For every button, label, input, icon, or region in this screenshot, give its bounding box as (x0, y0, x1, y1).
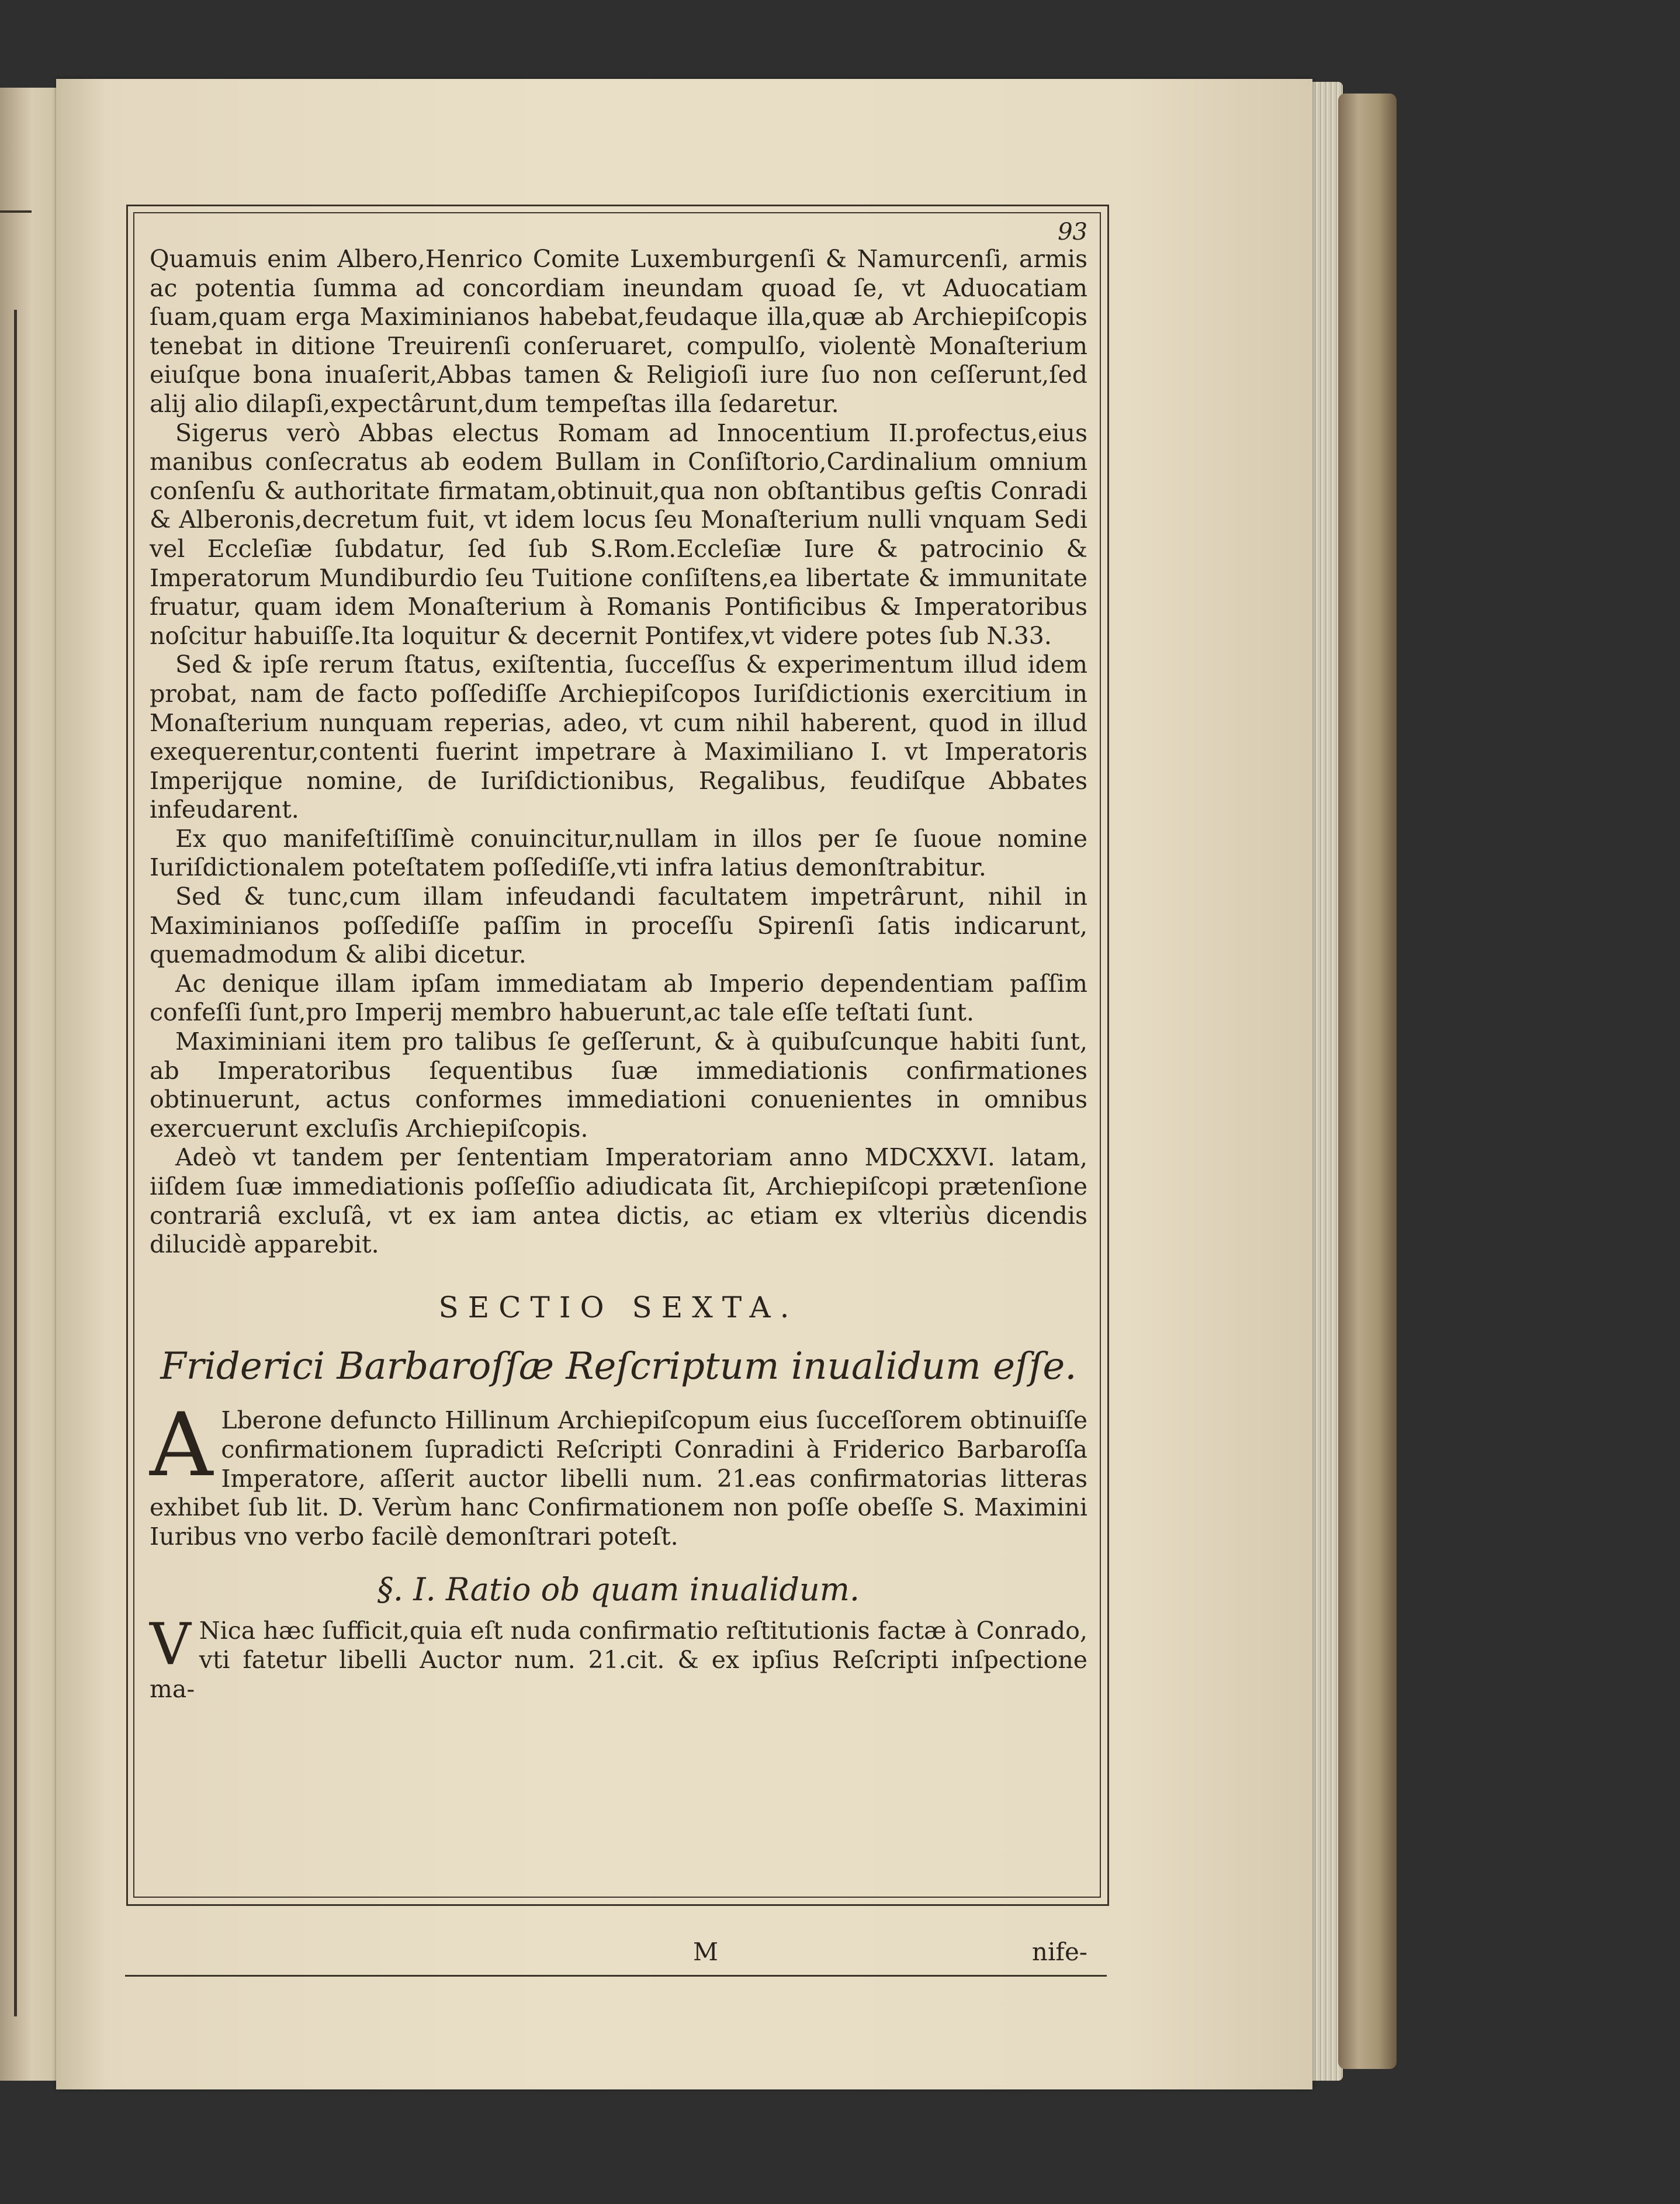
paragraph-5: Sed & tunc,cum illam infeudandi facultatem impetrârunt, nihil in Maximinianos poſſediſſe paſſim in proceſſu Spirenſi ſatis indicarunt, quemadmodum & alibi dicetur. (150, 883, 1087, 969)
section-first-paragraph-text: Lberone defuncto Hillinum Archiepiſcopum eius ſucceſſorem obtinuiſſe confirmationem ſupradicti Reſcripti Conradini à Friderico Barbaroſſa Imperatore, aſſerit auctor libelli num. 21.eas confirmatorias litteras exhibet ſub lit. D. Verùm hanc Confirmationem non poſſe obeſſe S. Maximini Iuribus vno verbo facilè demonſtrari poteſt. (150, 1406, 1087, 1551)
paragraph-6: Ac denique illam ipſam immediatam ab Imperio dependentiam paſſim confeſſi ſunt,pro Imperij membro habuerunt,ac tale eſſe teſtati ſunt. (150, 969, 1087, 1027)
section-heading: SECTIO SEXTA. (438, 1290, 799, 1324)
footer-rule (125, 1975, 1107, 1977)
previous-page-border (14, 310, 17, 2016)
drop-cap-initial-v: V (150, 1611, 191, 1679)
page-number: 93 (1058, 219, 1087, 245)
book-page (56, 79, 1312, 2089)
paragraph-2: Sigerus verò Abbas electus Romam ad Innocentium II.profectus,eius manibus conſecratus ab eodem Bullam in Conſiſtorio,Cardinalium omnium conſenſu & authoritate firmatam,obtinuit,qua non obſtantibus geſtis Conradi & Alberonis,decretum fuit, vt idem locus ſeu Monaſterium nulli vnquam Sedi vel Eccleſiæ ſubdatur, ſed ſub S.Rom.Eccleſiæ Iure & patrocinio & Imperatorum Mundiburdio ſeu Tuitione conſiſtens,ea libertate & immunitate fruatur, quam idem Monaſterium à Romanis Pontificibus & Imperatoribus noſcitur habuiſſe.Ita loquitur & decernit Pontifex,vt videre potes ſub N.33. (150, 418, 1087, 650)
previous-page-rule (0, 210, 32, 213)
text-block (150, 213, 1087, 1704)
last-paragraph (150, 1611, 1087, 1704)
paragraph-7: Maximiniani item pro talibus ſe geſſerunt, & à quibuſcunque habiti ſunt, ab Imperatoribus ſequentibus ſuæ immediationis confirmationes obtinuerunt, actus conformes immediationi conuenientes in omnibus exercuerunt excluſis Archiepiſcopis. (150, 1027, 1087, 1143)
previous-page-edge (0, 88, 58, 2081)
paragraph-8: Adeò vt tandem per ſententiam Imperatoriam anno MDCXXVI. latam, iiſdem ſuæ immediationis poſſeſſio adiudicata ſit, Archiepiſcopi prætenſione contrariâ excluſâ, vt ex iam antea dictis, ac etiam ex vlteriùs dicendis dilucidè apparebit. (150, 1143, 1087, 1259)
section-first-paragraph (150, 1395, 1087, 1551)
book-spine (1338, 94, 1397, 2069)
section-subtitle: Friderici Barbaroſſæ Reſcriptum inualidum eſſe. (160, 1345, 1077, 1389)
paragraph-4: Ex quo manifeſtiſſimè conuincitur,nullam in illos per ſe ſuoue nomine Iuriſdictionalem poteſtatem poſſediſſe,vti infra latius demonſtrabitur. (150, 824, 1087, 882)
catchword: nife- (1031, 1937, 1087, 1966)
drop-cap-initial: A (150, 1395, 213, 1497)
page-footer (150, 1937, 1087, 1967)
paragraph-3: Sed & ipſe rerum ſtatus, exiſtentia, ſucceſſus & experimentum illud idem probat, nam de facto poſſediſſe Archiepiſcopos Iuriſdictionis exercitium in Monaſterium nunquam reperias, adeo, vt cum nihil haberent, quod in illud exequerentur,contenti fuerint impetrare à Maximiliano I. vt Imperatoris Imperijque nomine, de Iuriſdictionibus, Regalibus, feudiſque Abbates infeudarent. (150, 651, 1087, 824)
paragraph-subtitle: §. I. Ratio ob quam inualidum. (377, 1571, 860, 1608)
paragraph-1: Quamuis enim Albero,Henrico Comite Luxemburgenſi & Namurcenſi, armis ac potentia ſumma ad concordiam ineundam quoad ſe, vt Aduocatiam ſuam,quam erga Maximinianos habebat,feudaque illa,quæ ab Archiepiſcopis tenebat in ditione Treuirenſi conſeruaret, compulſo, violentè Monaſterium eiuſque bona inuaſerit,Abbas tamen & Religioſi iure ſuo non ceſſerunt,ſed alij alio dilapſi,expectârunt,dum tempeſtas illa ſedaretur. (150, 245, 1087, 418)
last-paragraph-text: Nica hæc ſufficit,quia eſt nuda confirmatio reſtitutionis factæ à Conrado, vti fatetur libelli Auctor num. 21.cit. & ex ipſius Reſcripti inſpectione ma- (150, 1617, 1087, 1703)
signature-mark: M (693, 1937, 719, 1966)
